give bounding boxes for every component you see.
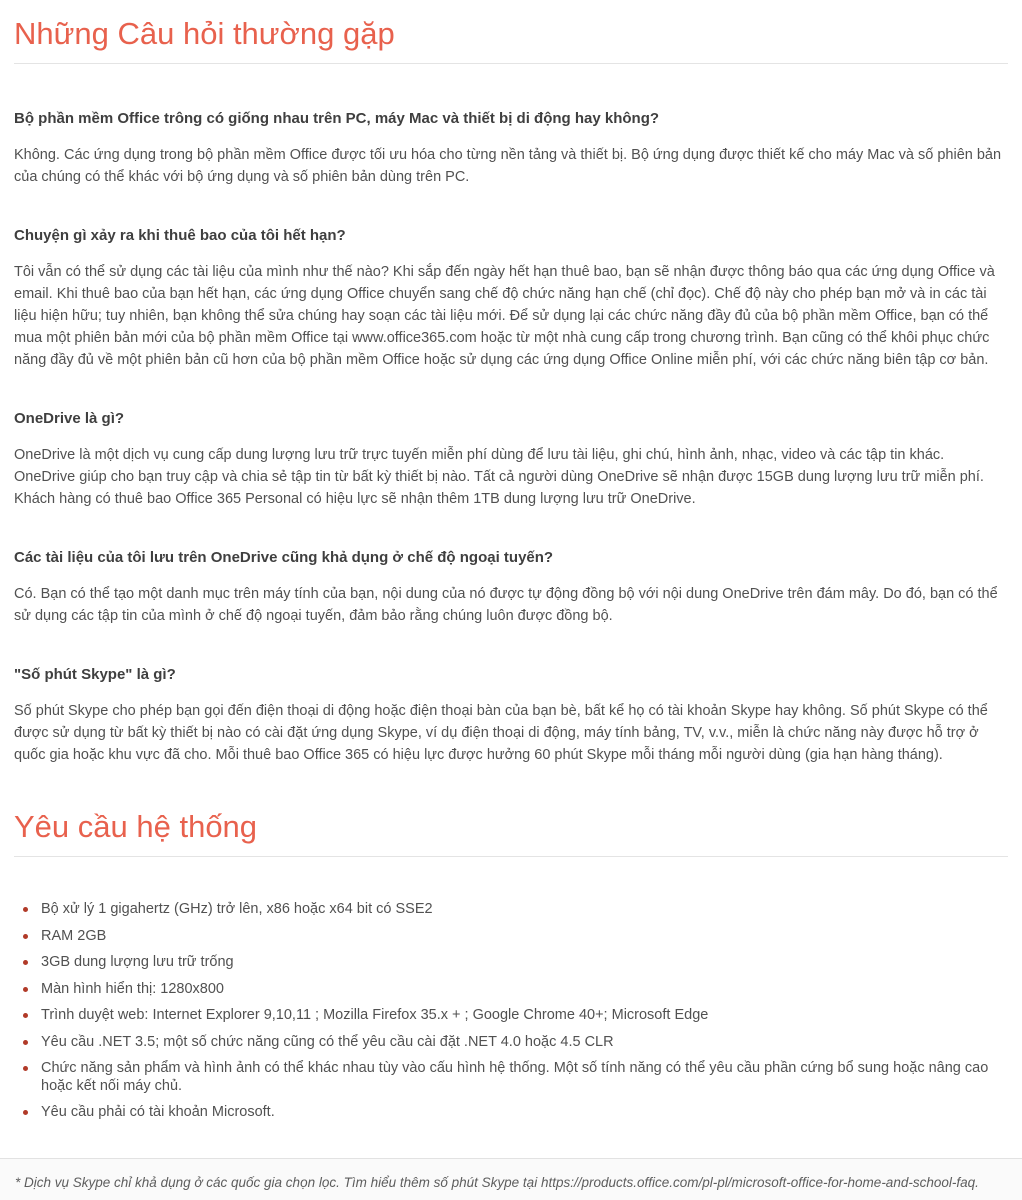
faq-answer: Tôi vẫn có thể sử dụng các tài liệu của mình như thế nào? Khi sắp đến ngày hết hạn thuê bao, bạn sẽ nhận được thông báo qua các ứng dụng Office và email. Khi thuê bao của bạn hết hạn, các ứng dụng Office chuyển sang chế độ chức năng hạn chế (chỉ đọc). Chế độ này cho phép bạn mở và in các tài liệu hiện hữu; tuy nhiên, bạn không thể sửa chúng hay soạn các tài liệu mới. Để sử dụng lại các chức năng đầy đủ của bộ phần mềm Office, bạn có thể mua một phiên bản mới của bộ phần mềm Office tại www.office365.com hoặc từ một nhà cung cấp trong chương trình. Bạn cũng có thể khôi phục chức năng đầy đủ về một phiên bản cũ hơn của bộ phần mềm Office hoặc sử dụng các ứng dụng Office Online miễn phí, với các chức năng biên tập cơ bản. xyxy=(14,264,995,368)
requirement-item xyxy=(14,901,1008,919)
faq-answer: OneDrive là một dịch vụ cung cấp dung lượng lưu trữ trực tuyến miễn phí dùng để lưu tài liệu, ghi chú, hình ảnh, nhạc, video và các tập tin khác. OneDrive giúp cho bạn truy cập và chia sẻ tập tin từ bất kỳ thiết bị nào. Tất cả người dùng OneDrive sẽ nhận được 15GB dung lượng lưu trữ miễn phí. Khách hàng có thuê bao Office 365 Personal có hiệu lực sẽ nhận thêm 1TB dung lượng lưu trữ OneDrive. xyxy=(14,447,984,507)
requirement-text: Chức năng sản phẩm và hình ảnh có thể khác nhau tùy vào cấu hình hệ thống. Một số tính năng có thể yêu cầu phần cứng bổ sung hoặc nâng cao hoặc kết nối máy chủ. xyxy=(41,1060,989,1094)
requirement-text: Trình duyệt web: Internet Explorer 9,10,11 ; Mozilla Firefox 35.x + ; Google Chrome 40+; Microsoft Edge xyxy=(41,1007,709,1023)
requirement-item xyxy=(14,1060,1008,1095)
bullet-icon xyxy=(23,960,28,965)
requirement-item xyxy=(14,928,1008,946)
system-requirements-divider xyxy=(14,856,1008,857)
faq-answer: Có. Bạn có thể tạo một danh mục trên máy tính của bạn, nội dung của nó được tự động đồng bộ với nội dung OneDrive trên đám mây. Do đó, bạn có thể sử dụng các tập tin của mình ở chế độ ngoại tuyến, đảm bảo rằng chúng luôn được đồng bộ. xyxy=(14,586,998,624)
bullet-icon xyxy=(23,987,28,992)
skype-footnote: * Dịch vụ Skype chỉ khả dụng ở các quốc gia chọn lọc. Tìm hiểu thêm số phút Skype tại https://products.office.com/pl-pl/microsoft-office-for-home-and-school-faq. xyxy=(15,1175,979,1190)
faq-item xyxy=(14,665,1008,766)
requirement-item xyxy=(14,1007,1008,1025)
system-requirements-section xyxy=(14,766,1008,1122)
requirement-text: Màn hình hiển thị: 1280x800 xyxy=(41,980,224,997)
page-title: Những Câu hỏi thường gặp xyxy=(14,16,395,51)
faq-answer: Không. Các ứng dụng trong bộ phần mềm Office được tối ưu hóa cho từng nền tảng và thiết bị. Bộ ứng dụng được thiết kế cho máy Mac và số phiên bản của chúng có thể khác với bộ ứng dụng và số phiên bản dùng trên PC. xyxy=(14,147,1002,185)
requirement-text: RAM 2GB xyxy=(41,927,107,944)
requirements-list xyxy=(14,901,1008,1122)
faq-section xyxy=(14,109,1008,766)
page-footer xyxy=(0,1158,1022,1200)
bullet-icon xyxy=(23,934,28,939)
bullet-icon xyxy=(23,1110,28,1115)
requirement-item xyxy=(14,1104,1008,1122)
bullet-icon xyxy=(23,1066,28,1071)
faq-question: Chuyện gì xảy ra khi thuê bao của tôi hết hạn? xyxy=(14,227,346,244)
bullet-icon xyxy=(23,1013,28,1018)
faq-answer: Số phút Skype cho phép bạn gọi đến điện thoại di động hoặc điện thoại bàn của bạn bè, bất kể họ có tài khoản Skype hay không. Số phút Skype có thể được sử dụng từ bất kỳ thiết bị nào có cài đặt ứng dụng Skype, ví dụ điện thoại di động, máy tính bảng, TV, v.v., miễn là chức năng này được hỗ trợ ở quốc gia hoặc khu vực đã cho. Mỗi thuê bao Office 365 có hiệu lực được hưởng 60 phút Skype mỗi tháng mỗi người dùng (gia hạn hàng tháng). xyxy=(14,703,988,763)
faq-header xyxy=(14,0,1008,64)
requirement-item xyxy=(14,954,1008,972)
faq-item xyxy=(14,109,1008,188)
requirement-text: Yêu cầu .NET 3.5; một số chức năng cũng có thể yêu cầu cài đặt .NET 4.0 hoặc 4.5 CLR xyxy=(41,1033,614,1050)
faq-item xyxy=(14,548,1008,627)
requirement-text: Bộ xử lý 1 gigahertz (GHz) trở lên, x86 hoặc x64 bit có SSE2 xyxy=(41,901,433,917)
faq-question: "Số phút Skype" là gì? xyxy=(14,666,176,683)
title-divider xyxy=(14,63,1008,64)
faq-question: Các tài liệu của tôi lưu trên OneDrive cũng khả dụng ở chế độ ngoại tuyến? xyxy=(14,549,554,566)
faq-question: OneDrive là gì? xyxy=(14,410,125,427)
faq-item xyxy=(14,409,1008,510)
requirement-text: Yêu cầu phải có tài khoản Microsoft. xyxy=(41,1104,275,1120)
requirement-item xyxy=(14,1034,1008,1052)
faq-item xyxy=(14,226,1008,371)
bullet-icon xyxy=(23,907,28,912)
bullet-icon xyxy=(23,1040,28,1045)
requirement-text: 3GB dung lượng lưu trữ trống xyxy=(41,954,234,970)
requirement-item xyxy=(14,981,1008,999)
faq-question: Bộ phần mềm Office trông có giống nhau trên PC, máy Mac và thiết bị di động hay không? xyxy=(14,110,660,127)
system-requirements-title: Yêu cầu hệ thống xyxy=(14,809,258,844)
